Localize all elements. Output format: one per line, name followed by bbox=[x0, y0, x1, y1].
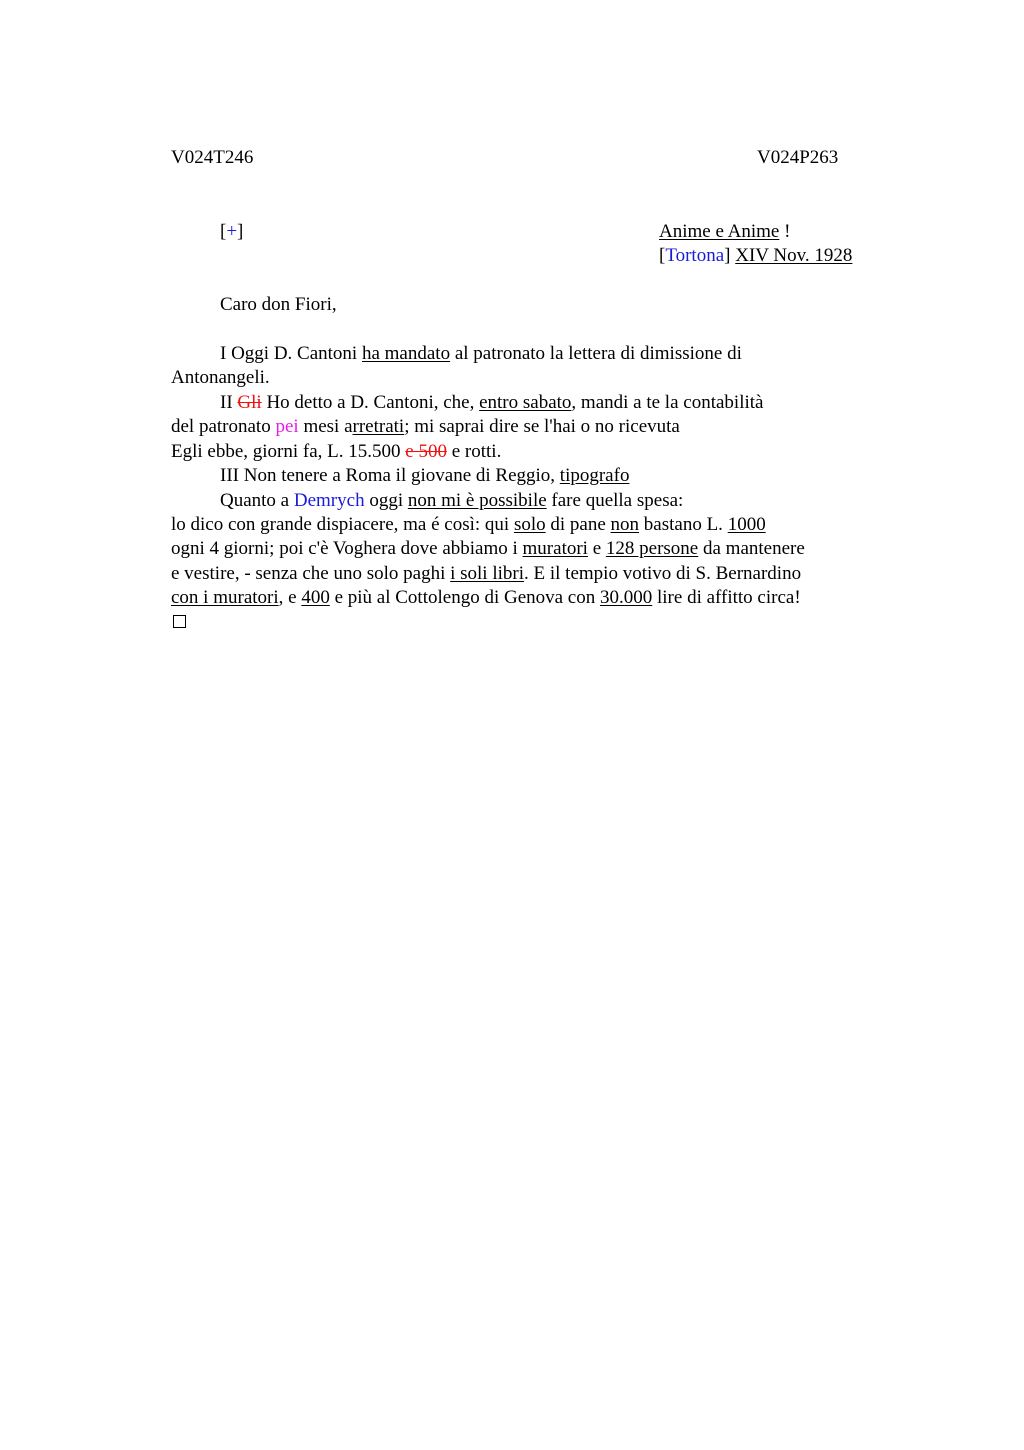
text-span: II bbox=[220, 392, 238, 413]
cross-marker bbox=[220, 220, 243, 244]
underlined-phrase: 128 persone bbox=[605, 538, 699, 559]
body-line-4 bbox=[171, 415, 680, 439]
body-line-5 bbox=[171, 440, 501, 464]
salutation: Caro don Fiori, bbox=[220, 294, 337, 315]
body-line-6 bbox=[220, 464, 629, 488]
text-span: di pane bbox=[545, 514, 611, 535]
deleted-word: Gli bbox=[237, 392, 262, 413]
highlighted-word: pei bbox=[275, 416, 299, 437]
text-span: ; mi saprai dire se l'hai o no ricevuta bbox=[404, 416, 680, 437]
body-line-11 bbox=[171, 586, 801, 610]
text-span: e bbox=[587, 538, 606, 559]
body-line-7 bbox=[220, 489, 683, 513]
place-name: Tortona bbox=[665, 245, 725, 266]
text-span: lire di affitto circa! bbox=[652, 587, 801, 608]
underlined-phrase: tipografo bbox=[559, 465, 630, 486]
underlined-phrase: con i muratori bbox=[171, 587, 279, 608]
text-span: e rotti. bbox=[446, 441, 502, 462]
document-code-left: V024T246 bbox=[171, 147, 254, 168]
letter-date: XIV Nov. 1928 bbox=[735, 245, 853, 266]
underlined-phrase: non mi è possibile bbox=[407, 490, 547, 511]
text-span: da mantenere bbox=[698, 538, 805, 559]
text-span: del patronato bbox=[171, 416, 276, 437]
place-date-line bbox=[659, 244, 852, 268]
text-span: , e bbox=[278, 587, 302, 608]
bracket-open: [ bbox=[220, 221, 227, 242]
body-line-10 bbox=[171, 562, 801, 586]
text-span: bastano L. bbox=[639, 514, 728, 535]
title-text: Anime e Anime bbox=[659, 221, 780, 242]
letter-title bbox=[659, 220, 790, 244]
underlined-phrase: solo bbox=[513, 514, 546, 535]
underlined-amount: 1000 bbox=[727, 514, 766, 535]
cross-icon: + bbox=[226, 221, 238, 242]
text-span: lo dico con grande dispiacere, ma é così: qui bbox=[171, 514, 514, 535]
text-span: e vestire, - senza che uno solo paghi bbox=[171, 563, 451, 584]
text-span: fare quella spesa: bbox=[546, 490, 684, 511]
text-span: Quanto a bbox=[220, 490, 294, 511]
underlined-phrase: muratori bbox=[522, 538, 588, 559]
place-bracket-close: ] bbox=[724, 245, 731, 266]
text-span: Egli ebbe, giorni fa, L. 15.500 bbox=[171, 441, 406, 462]
text-span: oggi bbox=[364, 490, 408, 511]
text-span: III Non tenere a Roma il giovane di Reggio, bbox=[220, 465, 560, 486]
place-bracket-open: [ bbox=[659, 245, 666, 266]
body-line-9 bbox=[171, 537, 805, 561]
text-span: . E il tempio votivo di S. Bernardino bbox=[524, 563, 802, 584]
underlined-phrase: i soli libri bbox=[450, 563, 525, 584]
body-line-1 bbox=[220, 342, 742, 366]
underlined-phrase: non bbox=[610, 514, 640, 535]
text-span: I Oggi D. Cantoni bbox=[220, 343, 362, 364]
underlined-phrase: entro sabato bbox=[479, 392, 572, 413]
body-line-8 bbox=[171, 513, 766, 537]
text-span: al patronato la lettera di dimissione di bbox=[450, 343, 742, 364]
body-line-3 bbox=[220, 391, 763, 415]
person-name: Demrych bbox=[293, 490, 365, 511]
body-line-2: Antonangeli. bbox=[171, 367, 270, 388]
deleted-phrase: e 500 bbox=[405, 441, 447, 462]
text-span: mesi a bbox=[298, 416, 353, 437]
text-span: , mandi a te la contabilità bbox=[571, 392, 764, 413]
underlined-phrase: rretrati bbox=[352, 416, 405, 437]
text-span: ogni 4 giorni; poi c'è Voghera dove abbiamo i bbox=[171, 538, 523, 559]
document-code-right: V024P263 bbox=[757, 147, 839, 168]
end-box-icon bbox=[173, 615, 186, 628]
underlined-phrase: ha mandato bbox=[361, 343, 451, 364]
text-span: e più al Cottolengo di Genova con bbox=[329, 587, 600, 608]
title-exclamation: ! bbox=[779, 221, 791, 242]
bracket-close: ] bbox=[237, 221, 244, 242]
underlined-amount: 30.000 bbox=[600, 587, 653, 608]
text-span: Ho detto a D. Cantoni, che, bbox=[261, 392, 480, 413]
underlined-amount: 400 bbox=[301, 587, 330, 608]
